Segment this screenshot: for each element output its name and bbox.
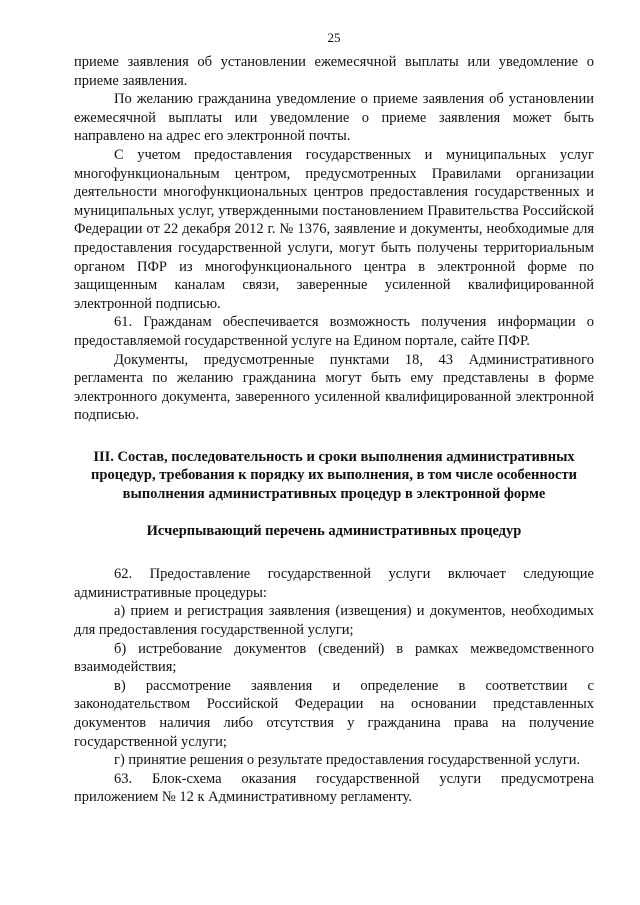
- paragraph-documents: Документы, предусмотренные пунктами 18, 43 Административного регламента по желанию гражданина могут быть ему представлены в форме электронного документа, заверенного усиленной квалифицированной электронной подписью.: [74, 351, 594, 424]
- section-heading: III. Состав, последовательность и сроки выполнения административных процедур, требования к порядку их выполнения, в том числе особенности выполнения административных процедур в электронной форме: [91, 448, 577, 503]
- list-item-b: б) истребование документов (сведений) в рамках межведомственного взаимодействия;: [74, 640, 594, 676]
- document-page: [74, 30, 594, 807]
- subsection-heading: Исчерпывающий перечень административных процедур: [146, 522, 522, 539]
- paragraph-61: 61. Гражданам обеспечивается возможность получения информации о предоставляемой государственной услуге на Едином портале, сайте ПФР.: [74, 314, 594, 349]
- paragraph-email-notification: По желанию гражданина уведомление о приеме заявления об установлении ежемесячной выплаты или уведомление о приеме заявления может быть направлено на адрес его электронной почты.: [74, 91, 594, 145]
- list-item-a: а) прием и регистрация заявления (извещения) и документов, необходимых для предоставления государственной услуги;: [74, 603, 594, 639]
- page-number: 25: [327, 30, 341, 45]
- paragraph-63: 63. Блок-схема оказания государственной услуги предусмотрена приложением № 12 к Административному регламенту.: [74, 770, 594, 806]
- list-item-v: в) рассмотрение заявления и определение в соответствии с законодательством Российской Федерации на основании представленных документов наличия либо отсутствия у гражданина права на получение государственной услуги;: [74, 677, 594, 750]
- paragraph-62: 62. Предоставление государственной услуги включает следующие административные процедуры:: [74, 566, 594, 601]
- list-item-g: г) принятие решения о результате предоставления государственной услуги.: [114, 752, 581, 769]
- paragraph-continuation: приеме заявления об установлении ежемесячной выплаты или уведомление о приеме заявления.: [74, 54, 594, 89]
- paragraph-mfc: С учетом предоставления государственных и муниципальных услуг многофункциональным центром, предусмотренных Правилами организации деятельности многофункциональных центров предоставления государственных и муниципальных услуг, утвержденными постановлением Правительства Российской Федерации от 22 декабря 2012 г. № 1376, заявление и документы, необходимые для предоставления государственной услуги, могут быть получены территориальным органом ПФР из многофункционального центра в электронной форме по защищенным каналам связи, заверенные усиленной квалифицированной электронной подписью.: [74, 146, 594, 312]
